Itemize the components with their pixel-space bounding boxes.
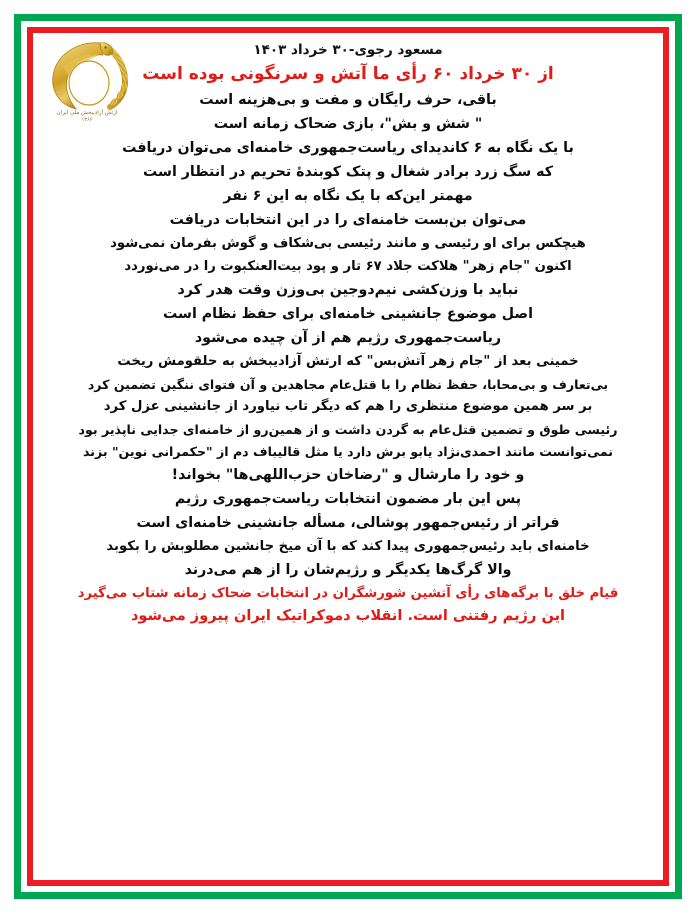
body-line: نمی‌توانست مانند احمدی‌نژاد یابو برش دارد یا مثل قالیباف دم از "حکمرانی نوین" بزند <box>83 444 613 460</box>
closing-line: این رژیم رفتنی است. انقلاب دموکراتیک ایران پیروز می‌شود <box>130 606 566 624</box>
poster-sheet <box>33 33 663 880</box>
body-line: و خود را مارشال و "رضاخان حزب‌اللهی‌ها" بخواند! <box>171 466 525 483</box>
closing-line: قیام خلق با برگه‌های رأی آتشین شورشگران در انتخابات ضحاک زمانه شتاب می‌گیرد <box>77 585 619 601</box>
body-line: مهمتر این‌که با یک نگاه به این ۶ نفر <box>223 188 473 205</box>
body-line: باقی، حرف رایگان و مفت و بی‌هزینه است <box>199 92 497 109</box>
body-line: خمینی بعد از "جام زهر آتش‌بس" که ارتش آزادیبخش به حلقومش ریخت <box>117 353 579 369</box>
statement-body <box>33 33 663 630</box>
body-line: خامنه‌ای باید رئیس‌جمهوری پیدا کند که با آن میخ جانشین مطلوبش را بکوبد <box>106 538 590 554</box>
body-line: اصل موضوع جانشینی خامنه‌ای برای حفظ نظام است <box>163 305 533 322</box>
body-line: فراتر از رئیس‌جمهور پوشالی، مسأله جانشینی خامنه‌ای است <box>136 514 560 531</box>
body-line: " شش و بش"، بازی ضحاک زمانه است <box>213 116 483 133</box>
emblem-caption: ارتش آزادیبخش ملی ایران <box>56 110 118 116</box>
emblem-year: ۱۳۶۶ <box>81 117 93 124</box>
body-line: که سگ زرد برادر شغال و پتک کوبندهٔ تحریم در انتظار است <box>142 164 554 181</box>
body-line: ریاست‌جمهوری رژیم هم از آن چیده می‌شود <box>194 329 502 346</box>
body-line: بر سر همین موضوع منتظری را هم که دیگر تاب نیاورد از جانشینی عزل کرد <box>103 399 593 415</box>
body-line: پس این بار مضمون انتخابات ریاست‌جمهوری رژیم <box>174 490 522 507</box>
body-line: می‌توان بن‌بست خامنه‌ای را در این انتخابات دریافت <box>169 212 527 229</box>
body-line: اکنون "جام زهر" هلاکت جلاد ۶۷ تار و پود بیت‌العنکبوت را در می‌نوردد <box>124 258 572 274</box>
body-line: نباید با وزن‌کشی نیم‌دوجین بی‌وزن وقت هدر کرد <box>177 281 519 298</box>
body-line: هیچکس برای او رئیسی و مانند رئیسی بی‌شکاف و گوش بفرمان نمی‌شود <box>110 236 586 252</box>
body-line: با یک نگاه به ۶ کاندیدای ریاست‌جمهوری خامنه‌ای می‌توان دریافت <box>122 140 574 157</box>
byline: مسعود رجوی-۳۰ خرداد ۱۴۰۳ <box>253 42 443 58</box>
headline: از ۳۰ خرداد ۶۰ رأی ما آتش و سرنگونی بوده است <box>142 64 554 85</box>
body-line: رئیسی طوق و تضمین قتل‌عام به گردن داشت و از همین‌رو از خامنه‌ای جدایی ناپذیر بود <box>78 422 618 438</box>
body-line: بی‌تعارف و بی‌محابا، حفظ نظام را با قتل‌عام مجاهدین و آن فتوای ننگین تضمین کرد <box>87 376 609 392</box>
body-line: والا گرگ‌ها یکدیگر و رژیم‌شان را از هم می‌درند <box>184 561 512 578</box>
